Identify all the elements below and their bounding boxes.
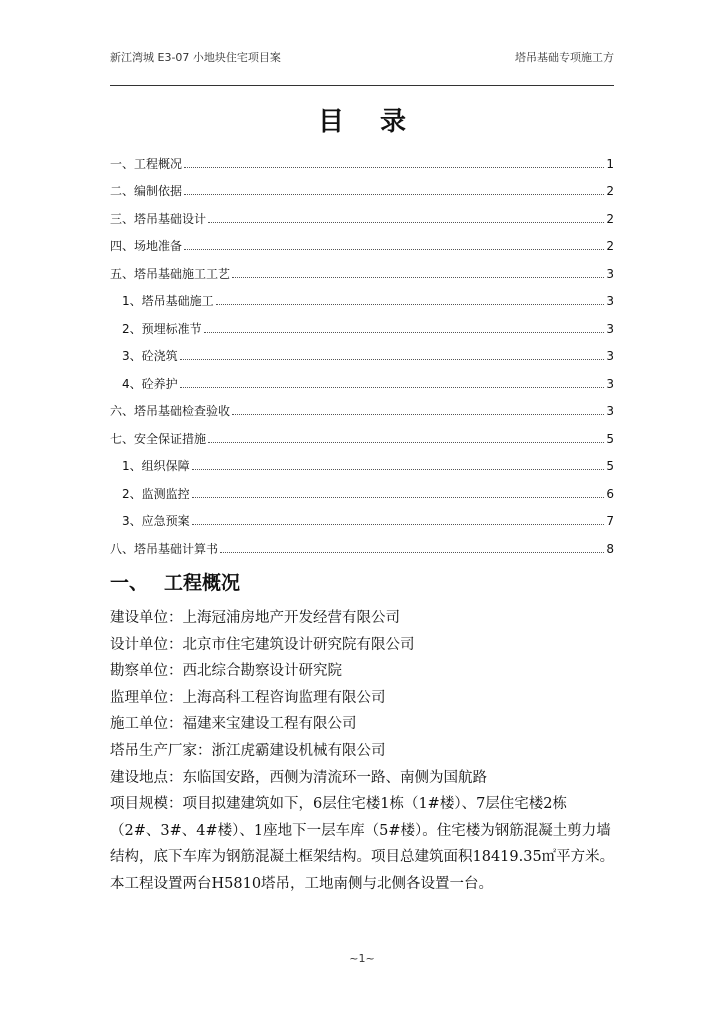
toc-entry-number: 八、: [110, 541, 135, 556]
paragraph-crane-setup: 本工程设置两台H5810塔吊，工地南侧与北侧各设置一台。: [110, 875, 494, 892]
toc-entry-page: 3: [606, 376, 614, 391]
toc-entry-number: 1、: [122, 459, 142, 473]
toc-entry-number: 二、: [110, 184, 135, 198]
toc-entry-label: 监测监控: [141, 486, 190, 501]
page-number: ~1~: [349, 952, 375, 965]
toc-leader-dots: [208, 441, 604, 443]
toc-title: 目录: [317, 107, 442, 137]
toc-entry-label: 场地准备: [134, 239, 183, 253]
toc-entry-label: 塔吊基础施工: [141, 294, 214, 308]
toc-entry[interactable]: [110, 391, 614, 419]
toc-subentry[interactable]: [110, 336, 614, 364]
toc-entry-page: 3: [606, 294, 614, 308]
table-of-contents: [110, 143, 614, 556]
paragraph-project-scale: 项目规模：项目拟建建筑如下，6层住宅楼1栋（1#楼）、7层住宅楼2栋（2#、3#、4#楼）、1座地下一层车库（5#楼）。住宅楼为钢筋混凝土剪力墙结构，底下车库为钢筋混凝土框架结构。项目总建筑面积18419.35㎡平方米。: [110, 796, 615, 866]
toc-leader-dots: [232, 276, 604, 278]
toc-subentry[interactable]: [110, 501, 614, 529]
header-document-title: 塔吊基础专项施工方: [515, 51, 614, 64]
toc-entry-label: 安全保证措施: [134, 431, 207, 446]
toc-leader-dots: [208, 221, 604, 223]
toc-entry-number: 一、: [110, 156, 135, 171]
toc-leader-dots: [216, 303, 605, 305]
toc-entry[interactable]: [110, 226, 614, 254]
toc-entry-label: 塔吊基础计算书: [134, 541, 219, 556]
toc-entry-label: 组织保障: [141, 459, 190, 473]
paragraph-construction-unit: 建设单位：上海冠浦房地产开发经营有限公司: [110, 610, 400, 626]
toc-entry-page: 6: [606, 486, 614, 501]
toc-entry-label: 塔吊基础施工工艺: [134, 266, 231, 281]
toc-entry[interactable]: [110, 198, 614, 226]
toc-entry-page: 3: [606, 404, 614, 418]
toc-entry-label: 编制依据: [134, 184, 183, 198]
toc-entry-label: 砼浇筑: [141, 349, 178, 363]
toc-subentry[interactable]: [110, 308, 614, 336]
toc-entry-number: 2、: [122, 486, 142, 501]
toc-entry-label: 砼养护: [141, 376, 178, 391]
toc-entry[interactable]: [110, 171, 614, 199]
toc-leader-dots: [192, 523, 605, 525]
toc-leader-dots: [220, 551, 604, 553]
header-divider: [110, 85, 614, 86]
toc-entry-page: 8: [606, 541, 614, 556]
toc-leader-dots: [184, 166, 604, 168]
toc-entry-number: 七、: [110, 431, 135, 446]
toc-leader-dots: [184, 248, 604, 250]
section-body: [110, 605, 616, 898]
paragraph-contractor: 施工单位：福建来宝建设工程有限公司: [110, 716, 357, 733]
section-title: 工程概况: [164, 572, 241, 594]
page-header: [110, 50, 614, 86]
section-number: 一、: [110, 572, 149, 594]
toc-entry-number: 3、: [122, 514, 142, 528]
paragraph-supervision-unit: 监理单位：上海高科工程咨询监理有限公司: [110, 689, 386, 706]
header-project-name: 新江湾城 E3-07 小地块住宅项目案: [110, 51, 281, 64]
toc-entry-label: 预埋标准节: [141, 321, 202, 336]
toc-leader-dots: [192, 468, 605, 470]
toc-entry-page: 2: [606, 239, 614, 253]
section-heading: [110, 568, 240, 595]
paragraph-survey-unit: 勘察单位：西北综合勘察设计研究院: [110, 663, 342, 680]
toc-entry-number: 1、: [122, 294, 142, 308]
toc-entry-page: 2: [606, 211, 614, 226]
toc-entry-label: 塔吊基础设计: [134, 211, 207, 226]
paragraph-crane-manufacturer: 塔吊生产厂家：浙江虎霸建设机械有限公司: [110, 742, 386, 759]
toc-entry-page: 5: [606, 431, 614, 446]
toc-subentry[interactable]: [110, 446, 614, 474]
toc-entry-number: 4、: [122, 376, 142, 391]
toc-entry-number: 六、: [110, 404, 135, 418]
toc-entry-label: 塔吊基础检查验收: [134, 404, 231, 418]
toc-subentry[interactable]: [110, 363, 614, 391]
toc-entry-label: 应急预案: [141, 514, 190, 528]
toc-leader-dots: [184, 193, 604, 195]
toc-entry-number: 3、: [122, 349, 142, 363]
toc-subentry[interactable]: [110, 281, 614, 309]
paragraph-design-unit: 设计单位：北京市住宅建筑设计研究院有限公司: [110, 636, 415, 653]
toc-leader-dots: [180, 386, 605, 388]
toc-entry-number: 四、: [110, 239, 135, 253]
toc-entry-page: 3: [606, 321, 614, 336]
toc-entry-page: 3: [606, 266, 614, 281]
toc-subentry[interactable]: [110, 473, 614, 501]
toc-entry[interactable]: [110, 528, 614, 556]
toc-entry-page: 3: [606, 349, 614, 363]
toc-entry-page: 7: [606, 514, 614, 528]
toc-leader-dots: [232, 413, 604, 415]
toc-entry[interactable]: [110, 418, 614, 446]
toc-entry-label: 工程概况: [134, 156, 183, 171]
toc-entry-number: 2、: [122, 321, 142, 336]
toc-entry-number: 五、: [110, 266, 135, 281]
toc-leader-dots: [204, 331, 605, 333]
toc-entry-number: 三、: [110, 211, 135, 226]
toc-entry[interactable]: [110, 143, 614, 171]
toc-entry-page: 2: [606, 184, 614, 198]
paragraph-location: 建设地点：东临国安路，西侧为清流环一路、南侧为国航路: [110, 769, 487, 786]
toc-entry[interactable]: [110, 253, 614, 281]
toc-leader-dots: [192, 496, 605, 498]
toc-entry-page: 5: [606, 459, 614, 473]
toc-leader-dots: [180, 358, 605, 360]
toc-entry-page: 1: [606, 156, 614, 171]
